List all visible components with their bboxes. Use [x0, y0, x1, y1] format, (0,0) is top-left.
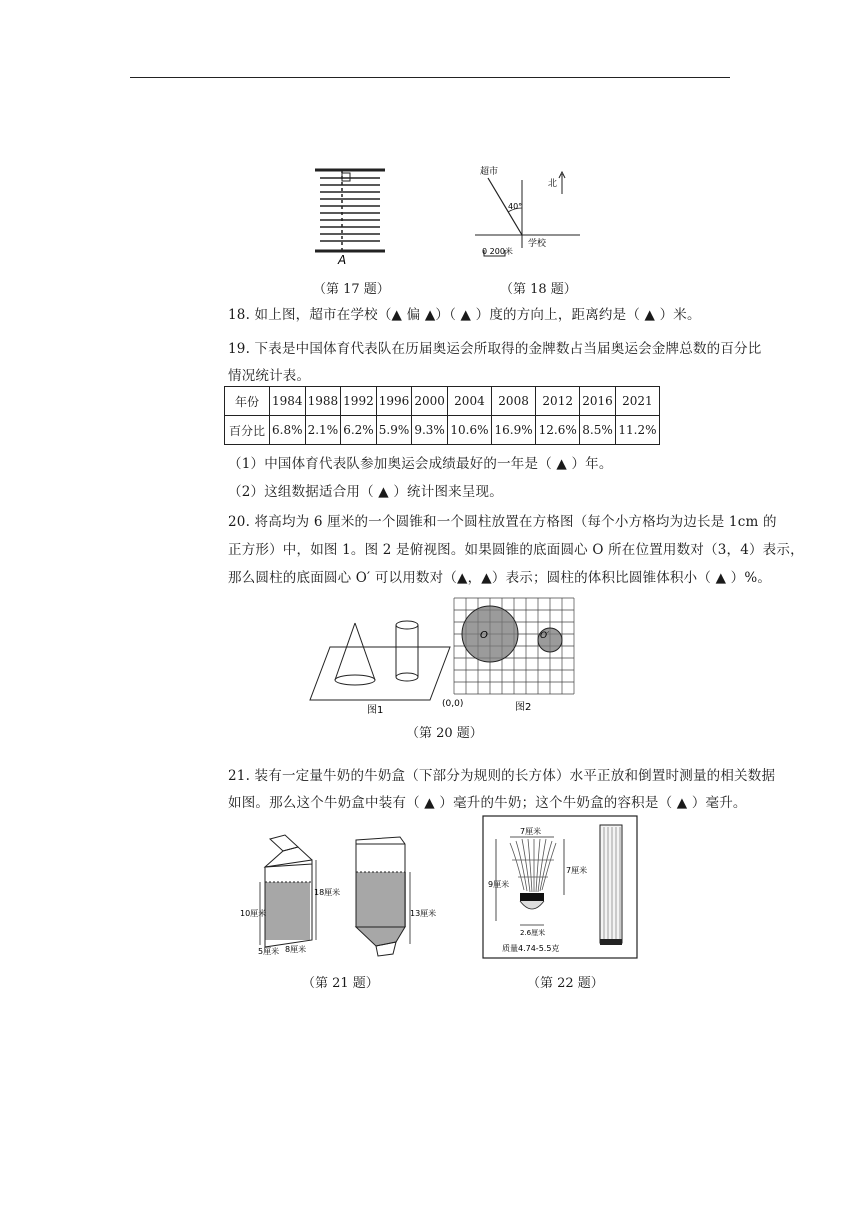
question-19-line1: 19. 下表是中国体育代表队在历届奥运会所取得的金牌数占当届奥运会金牌总数的百分比	[228, 341, 762, 357]
width-8-label: 8厘米	[285, 945, 307, 954]
table-cell: 12.6%	[536, 416, 580, 445]
caption-21: （第 21 题）	[302, 976, 379, 991]
figure-22-shuttlecock	[482, 815, 638, 960]
question-19-sub2: （2）这组数据适合用（ ▲ ）统计图来呈现。	[228, 484, 503, 500]
table-cell: 6.2%	[341, 416, 377, 445]
caption-20: （第 20 题）	[406, 726, 483, 741]
fig1-label: 图1	[367, 705, 384, 716]
width-7-label: 7厘米	[520, 827, 542, 836]
width-5-label: 5厘米	[258, 947, 280, 956]
width-26-label: 2.6厘米	[520, 929, 546, 937]
caption-18: （第 18 题）	[500, 282, 577, 297]
origin-label: (0,0)	[442, 699, 464, 709]
table-cell: 1984	[270, 387, 306, 416]
question-20-line3: 那么圆柱的底面圆心 O′ 可以用数对（▲，▲）表示；圆柱的体积比圆锥体积小（ ▲ ）%。	[228, 570, 772, 586]
table-cell: 10.6%	[447, 416, 491, 445]
question-19-line2: 情况统计表。	[228, 368, 311, 384]
figure-17	[310, 165, 390, 270]
caption-22: （第 22 题）	[527, 976, 604, 991]
table-cell: 9.3%	[412, 416, 448, 445]
center-o-label: O	[480, 630, 488, 641]
milk-box-inverted	[348, 832, 438, 960]
table-row-percent	[225, 416, 660, 445]
angle-label: 40°	[508, 202, 523, 211]
table-cell: 16.9%	[492, 416, 536, 445]
gold-medal-table	[224, 386, 660, 445]
table-cell: 6.8%	[270, 416, 306, 445]
question-20-line1: 20. 将高均为 6 厘米的一个圆锥和一个圆柱放置在方格图（每个小方格均为边长是 1cm 的	[228, 514, 777, 530]
table-cell: 百分比	[225, 416, 270, 445]
center-o2-label: O′	[540, 631, 550, 641]
figure-20-2	[440, 596, 580, 716]
table-cell: 5.9%	[376, 416, 412, 445]
mass-label: 质量4.74-5.5克	[502, 944, 560, 953]
table-row-years	[225, 387, 660, 416]
question-19-sub1: （1）中国体育代表队参加奥运会成绩最好的一年是（ ▲ ）年。	[228, 456, 613, 472]
table-cell: 2.1%	[305, 416, 341, 445]
point-a-label: A	[338, 253, 347, 267]
table-cell: 1992	[341, 387, 377, 416]
height-7-label: 7厘米	[566, 866, 588, 875]
table-cell: 1988	[305, 387, 341, 416]
figure-18	[470, 160, 590, 265]
fig2-label: 图2	[515, 702, 532, 713]
table-cell: 2004	[447, 387, 491, 416]
table-cell: 年份	[225, 387, 270, 416]
question-18: 18. 如上图，超市在学校（▲ 偏 ▲）（ ▲ ）度的方向上，距离约是（ ▲ ）米。	[228, 307, 701, 323]
scale-label: 0 200米	[482, 247, 513, 256]
height-13-label: 13厘米	[410, 909, 437, 918]
table-cell: 11.2%	[615, 416, 659, 445]
caption-17: （第 17 题）	[313, 282, 390, 297]
top-rule	[130, 77, 730, 78]
question-20-line2: 正方形）中，如图 1。图 2 是俯视图。如果圆锥的底面圆心 O 所在位置用数对（3，4）表示，	[228, 542, 804, 558]
table-cell: 2016	[580, 387, 616, 416]
table-cell: 8.5%	[580, 416, 616, 445]
figure-20-1	[305, 615, 455, 715]
question-21-line1: 21. 装有一定量牛奶的牛奶盒（下部分为规则的长方体）水平正放和倒置时测量的相关数据	[228, 768, 776, 784]
school-label: 学校	[528, 239, 547, 249]
height-9-label: 9厘米	[488, 880, 510, 889]
table-cell: 2000	[412, 387, 448, 416]
supermarket-label: 超市	[480, 167, 499, 177]
north-label: 北	[548, 179, 558, 189]
height-10-label: 10厘米	[240, 909, 267, 918]
table-cell: 1996	[376, 387, 412, 416]
question-21-line2: 如图。那么这个牛奶盒中装有（ ▲ ）毫升的牛奶；这个牛奶盒的容积是（ ▲ ）毫升。	[228, 795, 747, 811]
table-cell: 2008	[492, 387, 536, 416]
table-cell: 2012	[536, 387, 580, 416]
height-18-label: 18厘米	[314, 888, 341, 897]
table-cell: 2021	[615, 387, 659, 416]
milk-box-upright	[240, 832, 341, 960]
